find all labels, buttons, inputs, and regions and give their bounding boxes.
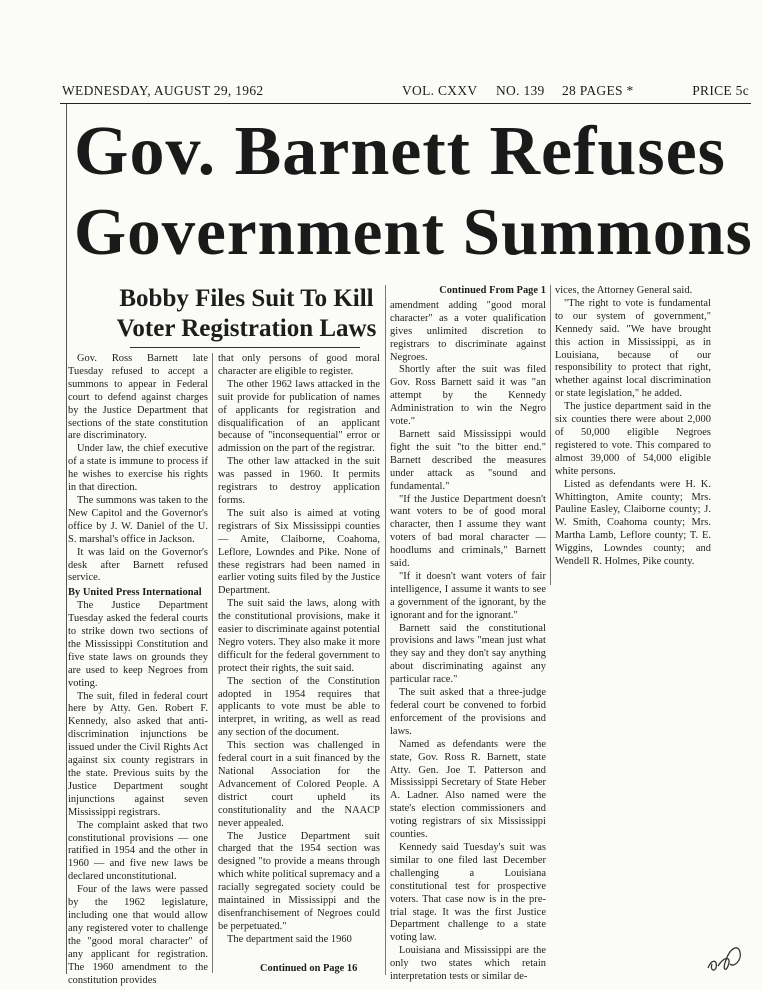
paragraph: Listed as defendants were H. K. Whittington, Amite county; Mrs. Pauline Easley, Claiborne county; J. W. Smith, Coahoma county; Mrs. Martha Lamb, Leflore county; T. E. Wiggins, Lowndes county; and Wendell R. Holmes, Pike county. [555, 478, 711, 568]
paragraph: The section of the Constitution adopted in 1954 requires that applicants to vote must be able to interpret, in writing, as well as read any section of the document. [218, 675, 380, 739]
column-divider [212, 353, 213, 973]
issue-date: WEDNESDAY, AUGUST 29, 1962 [62, 83, 264, 98]
paragraph: Barnett said the constitutional provisions and laws "mean just what they say and they don't say anything about discriminating against any particular race." [390, 622, 546, 686]
subhead-line-1: Bobby Files Suit To Kill [119, 285, 374, 312]
page-count: 28 PAGES * [562, 83, 634, 98]
paragraph: vices, the Attorney General said. [555, 285, 693, 296]
paragraph: The Justice Department suit charged that the 1954 section was designed "to provide a means through which white political supremacy and a racially segregated society could be maintained in Mississippi and the disenfranchisement of Negroes could be perpetuated." [218, 830, 380, 932]
handwritten-mark-icon [704, 938, 752, 974]
column-divider [385, 285, 386, 975]
paragraph: Four of the laws were passed by the 1962 legislature, including one that would allow any registered voter to challenge the "good moral character" of any applicant for registration. The 1960 amendment to the constitution provides [68, 884, 208, 986]
issue-price: PRICE 5c [692, 83, 749, 98]
paragraph: that only persons of good moral character are eligible to register. [218, 353, 380, 377]
left-margin-rule [66, 104, 67, 974]
dateline [62, 83, 749, 103]
paragraph: The suit also is aimed at voting registrars of Six Mississippi counties — Amite, Claiborne, Coahoma, Leflore, Lowndes and Pike. None of these registrars had been named in earlier voting suits filed by the Justice Department. [218, 507, 380, 597]
paragraph: This section was challenged in federal court in a suit financed by the National Association for the Advancement of Colored People. A district court upheld its constitutionality and the NAACP never appealed. [218, 740, 380, 829]
issue-volume: VOL. CXXV [402, 83, 478, 98]
article-column-3 [390, 285, 546, 983]
paragraph: The justice department said in the six counties there were about 2,000 of 50,000 eligible Negroes registered to vote. This compared to almost 39,000 of 54,000 eligible white persons. [555, 401, 711, 477]
masthead-rule [60, 103, 751, 104]
paragraph: The complaint asked that two constitutional provisions — one ratified in 1954 and the other in 1960 — and five new laws be declared unconstitutional. [68, 819, 208, 883]
paragraph: "The right to vote is fundamental to our system of government," Kennedy said. "We have brought this action in Mississippi, as in Louisiana, because of our responsibility to protect that right, whether against local discrimination or state legislation," he added. [555, 297, 711, 400]
continued-on-page: Continued on Page 16 [260, 963, 358, 974]
paragraph: Kennedy said Tuesday's suit was similar to one filed last December challenging a Louisiana constitutional test for prospective voters. That case now is in the pre-trial stage. It was the first Justice Department challenge to a state voting law. [390, 841, 546, 944]
paragraph: amendment adding "good moral character" as a voter qualification gives unlimited discretion to registrars to discriminate against Negroes. [390, 299, 546, 363]
article-column-4 [555, 285, 711, 585]
paragraph: Gov. Ross Barnett late Tuesday refused to accept a summons to appear in Federal court to defend against charges by the Justice Department that sections of the state constitution are discriminatory. [68, 353, 208, 442]
subhead-rule [130, 347, 360, 348]
paragraph: The other 1962 laws attacked in the suit provide for publication of names of applicants for registration and disqualification of an applicant because of "inconsequential" error or admission on the part of the registrar. [218, 378, 380, 455]
headline-line-2: Government Summons [74, 195, 753, 269]
paragraph: Barnett said Mississippi would fight the suit "to the bitter end." Barnett described the measures under attack as "sound and fundamental." [390, 428, 546, 492]
headline-line-1: Gov. Barnett Refuses [74, 113, 726, 190]
paragraph: Louisiana and Mississippi are the only two states which retain interpretation tests or similar de- [390, 945, 546, 983]
paragraph: The Justice Department Tuesday asked the federal courts to strike down two sections of the Mississippi Constitution and five state laws on grounds they are used to keep Negroes from voting. [68, 600, 208, 689]
paragraph: The summons was taken to the New Capitol and the Governor's office by J. W. Daniel of the U. S. marshal's office in Jackson. [68, 494, 208, 545]
paragraph: Named as defendants were the state, Gov. Ross R. Barnett, state Atty. Gen. Joe T. Patterson and Mississippi Secretary of State Heber A. Ladner. Also named were the state's election commissioners and voting registrars of six Mississippi counties. [390, 738, 546, 841]
paragraph: "If it doesn't want voters of fair intelligence, I assume it wants to see a government of the ignorant, by the ignorant and for the ignorant." [390, 570, 546, 621]
issue-number: NO. 139 [496, 83, 545, 98]
paragraph: The department said the 1960 [227, 933, 352, 945]
paragraph: The suit, filed in federal court here by Atty. Gen. Robert F. Kennedy, also asked that anti-discrimination injunctions be issued under the Civil Rights Act against six county registrars in the state. Previous suits by the Justice Department sought injunctions against seven Mississippi registrars. [68, 690, 208, 818]
paragraph: The other law attacked in the suit was passed in 1960. It permits registrars to destroy application forms. [218, 456, 380, 506]
paragraph: Shortly after the suit was filed Gov. Ross Barnett said it was "an attempt by the Kennedy Administration to win the Negro vote." [390, 364, 546, 428]
paragraph: The suit said the laws, along with the constitutional provisions, make it easier to discriminate against potential Negro voters. They also make it more difficult for the federal government to protect their rights, the suit said. [218, 598, 380, 674]
paragraph: It was laid on the Governor's desk after Barnett refused service. [68, 546, 208, 584]
byline: By United Press International [68, 587, 202, 599]
paragraph: Under law, the chief executive of a state is immune to process if he wishes to exercise his rights in that direction. [68, 443, 208, 494]
article-column-2 [218, 353, 380, 953]
column-divider [550, 285, 551, 585]
subhead-line-2: Voter Registration Laws [116, 315, 377, 342]
paragraph: "If the Justice Department doesn't want voters to be of good moral character, then I assume they want voters of bad moral character — hoodlums and criminals," Barnett said. [390, 493, 546, 570]
paragraph: The suit asked that a three-judge federal court be convened to forbid enforcement of the provisions and laws. [390, 687, 546, 737]
continued-from-page: Continued From Page 1 [439, 285, 546, 296]
article-column-1 [68, 353, 208, 986]
